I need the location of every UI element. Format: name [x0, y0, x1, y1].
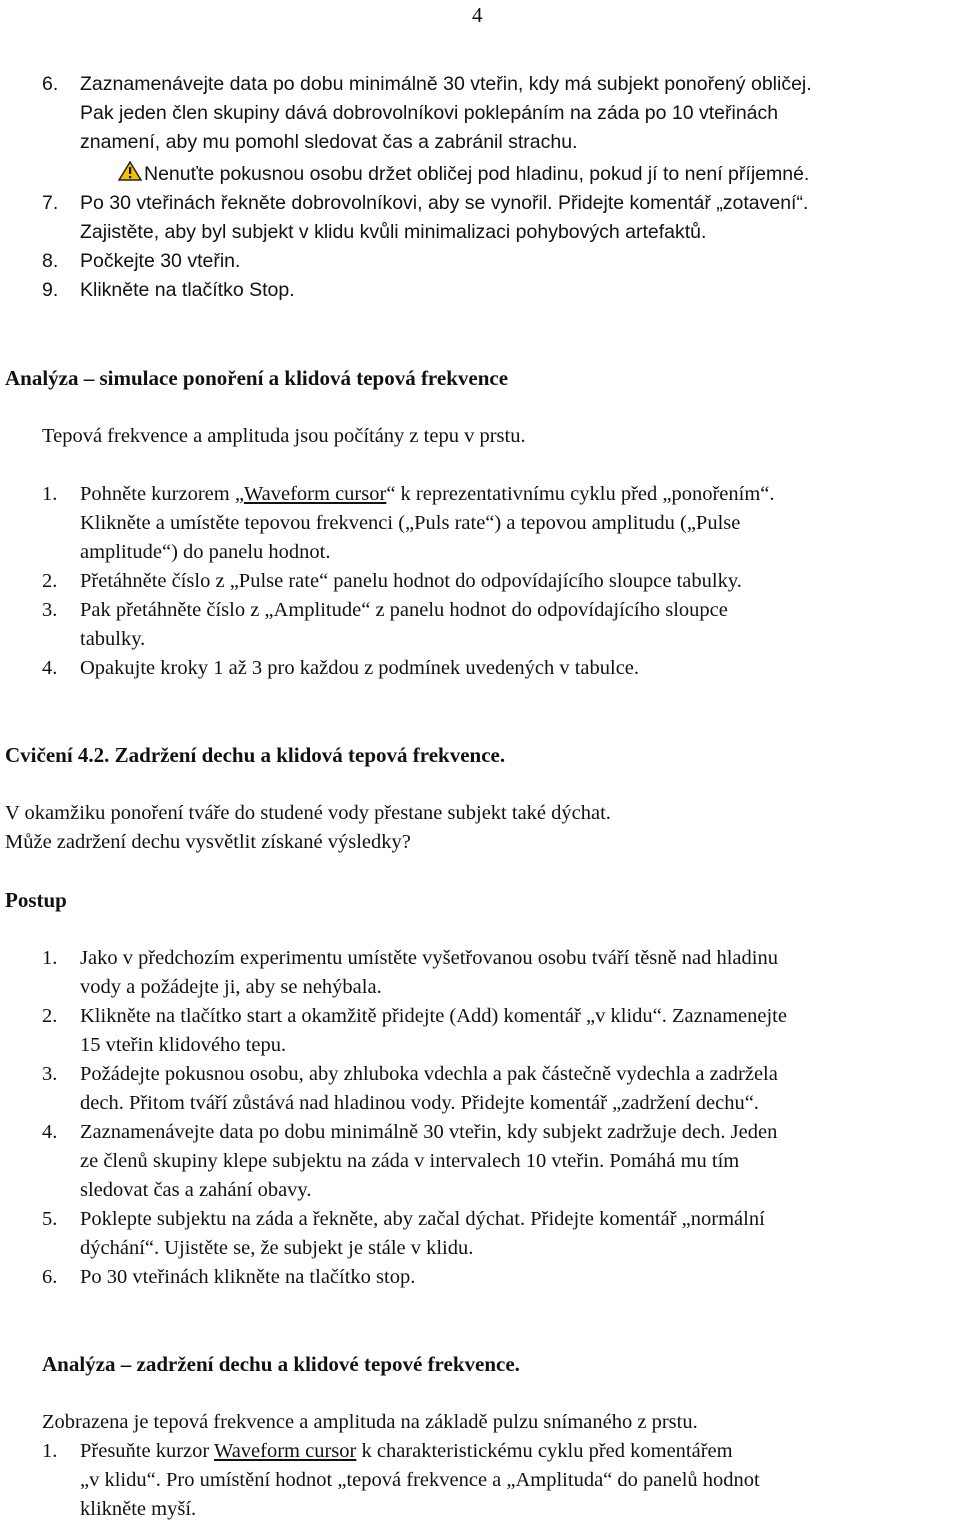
line: ze členů skupiny klepe subjektu na záda v intervalech 10 vteřin. Pomáhá mu tím	[80, 1150, 740, 1172]
line: Poklepte subjektu na záda a řekněte, aby začal dýchat. Přidejte komentář „normální	[80, 1208, 765, 1230]
list-text: Klikněte na tlačítko Stop.	[80, 279, 295, 301]
list-item-step-7	[42, 189, 958, 247]
list-item-procedure-2	[42, 1002, 958, 1060]
list-number: 5.	[42, 1208, 58, 1230]
line: 15 vteřin klidového tepu.	[80, 1034, 287, 1056]
section-heading-analysis-2: Analýza – zadržení dechu a klidové tepové frekvence.	[42, 1352, 520, 1376]
list-number: 1.	[42, 483, 58, 505]
list-number: 7.	[42, 192, 59, 214]
line: Pak jeden člen skupiny dává dobrovolníkovi poklepáním na záda po 10 vteřinách	[80, 102, 779, 124]
line: Zaznamenávejte data po dobu minimálně 30 vteřin, kdy subjekt zadržuje dech. Jeden	[80, 1121, 778, 1143]
warning-triangle-icon	[118, 161, 142, 181]
list-text	[80, 189, 958, 247]
list-text	[80, 1060, 958, 1118]
list-text: Počkejte 30 vteřin.	[80, 250, 241, 272]
list-number: 3.	[42, 1063, 58, 1085]
list-item-procedure-6	[42, 1263, 958, 1292]
procedure-heading: Postup	[5, 888, 67, 912]
list-text	[80, 596, 958, 654]
line: vody a požádejte ji, aby se nehýbala.	[80, 976, 382, 998]
exercise-text-line-2: Může zadržení dechu vysvětlit získané výsledky?	[5, 831, 411, 853]
list-text: Přetáhněte číslo z „Pulse rate“ panelu hodnot do odpovídajícího sloupce tabulky.	[80, 570, 742, 592]
line: Po 30 vteřinách řekněte dobrovolníkovi, aby se vynořil. Přidejte komentář „zotavení“.	[80, 192, 809, 214]
list-number: 1.	[42, 1440, 58, 1462]
line: k charakteristickému cyklu před komentářem	[356, 1440, 733, 1462]
waveform-cursor-term: Waveform cursor	[213, 1440, 357, 1462]
list-item-procedure-3	[42, 1060, 958, 1118]
waveform-cursor-term: Waveform cursor	[243, 483, 387, 505]
list-text	[80, 1002, 958, 1060]
line: dýchání“. Ujistěte se, že subjekt je stále v klidu.	[80, 1237, 474, 1259]
line: Zajistěte, aby byl subjekt v klidu kvůli minimalizaci pohybových artefaktů.	[80, 221, 707, 243]
list-item-procedure-4	[42, 1118, 958, 1205]
analysis-1-intro: Tepová frekvence a amplituda jsou počítány z tepu v prstu.	[42, 425, 526, 447]
list-number: 2.	[42, 1005, 58, 1027]
line: sledovat čas a zahání obavy.	[80, 1179, 312, 1201]
list-text	[80, 480, 958, 567]
line: tabulky.	[80, 628, 146, 650]
line: znamení, aby mu pomohl sledovat čas a zabránil strachu.	[80, 131, 578, 153]
list-number: 1.	[42, 947, 58, 969]
line: amplitude“) do panelu hodnot.	[80, 541, 331, 563]
list-number: 4.	[42, 1121, 58, 1143]
list-item-step-8	[42, 247, 958, 276]
line: “ k reprezentativnímu cyklu před „ponořením“.	[386, 483, 775, 505]
line: Pak přetáhněte číslo z „Amplitude“ z panelu hodnot do odpovídajícího sloupce	[80, 599, 728, 621]
list-number: 6.	[42, 73, 59, 95]
analysis-2-intro: Zobrazena je tepová frekvence a amplituda na základě pulzu snímaného z prstu.	[42, 1411, 698, 1433]
line: dech. Přitom tváří zůstává nad hladinou vody. Přidejte komentář „zadržení dechu“.	[80, 1092, 759, 1114]
list-text	[80, 1205, 958, 1263]
list-text	[80, 1118, 958, 1205]
line: „v klidu“. Pro umístění hodnot „tepová frekvence a „Amplituda“ do panelů hodnot	[80, 1469, 760, 1491]
line: Přesuňte kurzor	[80, 1440, 214, 1462]
list-item-step-9	[42, 276, 958, 305]
exercise-text-line-1: V okamžiku ponoření tváře do studené vody přestane subjekt také dýchat.	[5, 802, 611, 824]
list-item-procedure-5	[42, 1205, 958, 1263]
list-item-step-6	[42, 70, 958, 157]
exercise-heading: Cvičení 4.2. Zadržení dechu a klidová tepová frekvence.	[5, 743, 506, 767]
line: Zaznamenávejte data po dobu minimálně 30 vteřin, kdy má subjekt ponořený obličej.	[80, 73, 812, 95]
list-item-analysis-3	[42, 596, 958, 654]
warning-note	[118, 160, 809, 189]
section-heading-analysis-1: Analýza – simulace ponoření a klidová tepová frekvence	[5, 366, 509, 390]
line: klikněte myší.	[80, 1498, 197, 1520]
list-text	[80, 70, 958, 157]
list-number: 3.	[42, 599, 58, 621]
list-text: Opakujte kroky 1 až 3 pro každou z podmínek uvedených v tabulce.	[80, 657, 640, 679]
line: Klikněte a umístěte tepovou frekvenci („Puls rate“) a tepovou amplitudu („Pulse	[80, 512, 741, 534]
line: Pohněte kurzorem „	[80, 483, 244, 505]
list-item-procedure-1	[42, 944, 958, 1002]
line: Klikněte na tlačítko start a okamžitě přidejte (Add) komentář „v klidu“. Zaznamenejte	[80, 1005, 787, 1027]
line: Jako v předchozím experimentu umístěte vyšetřovanou osobu tváří těsně nad hladinu	[80, 947, 778, 969]
list-text: Po 30 vteřinách klikněte na tlačítko stop.	[80, 1266, 416, 1288]
list-text	[80, 944, 958, 1002]
list-item-analysis-1	[42, 480, 958, 567]
page-number: 4	[472, 3, 483, 27]
list-number: 8.	[42, 250, 59, 272]
list-item-analysis-4	[42, 654, 958, 683]
warning-text: Nenuťte pokusnou osobu držet obličej pod hladinu, pokud jí to není příjemné.	[144, 163, 810, 185]
list-number: 2.	[42, 570, 58, 592]
list-item-analysis-2-1	[42, 1437, 958, 1524]
line: Požádejte pokusnou osobu, aby zhluboka vdechla a pak částečně vydechla a zadržela	[80, 1063, 778, 1085]
list-text	[80, 1437, 958, 1524]
list-item-analysis-2	[42, 567, 958, 596]
list-number: 9.	[42, 279, 59, 301]
list-number: 4.	[42, 657, 58, 679]
list-number: 6.	[42, 1266, 58, 1288]
